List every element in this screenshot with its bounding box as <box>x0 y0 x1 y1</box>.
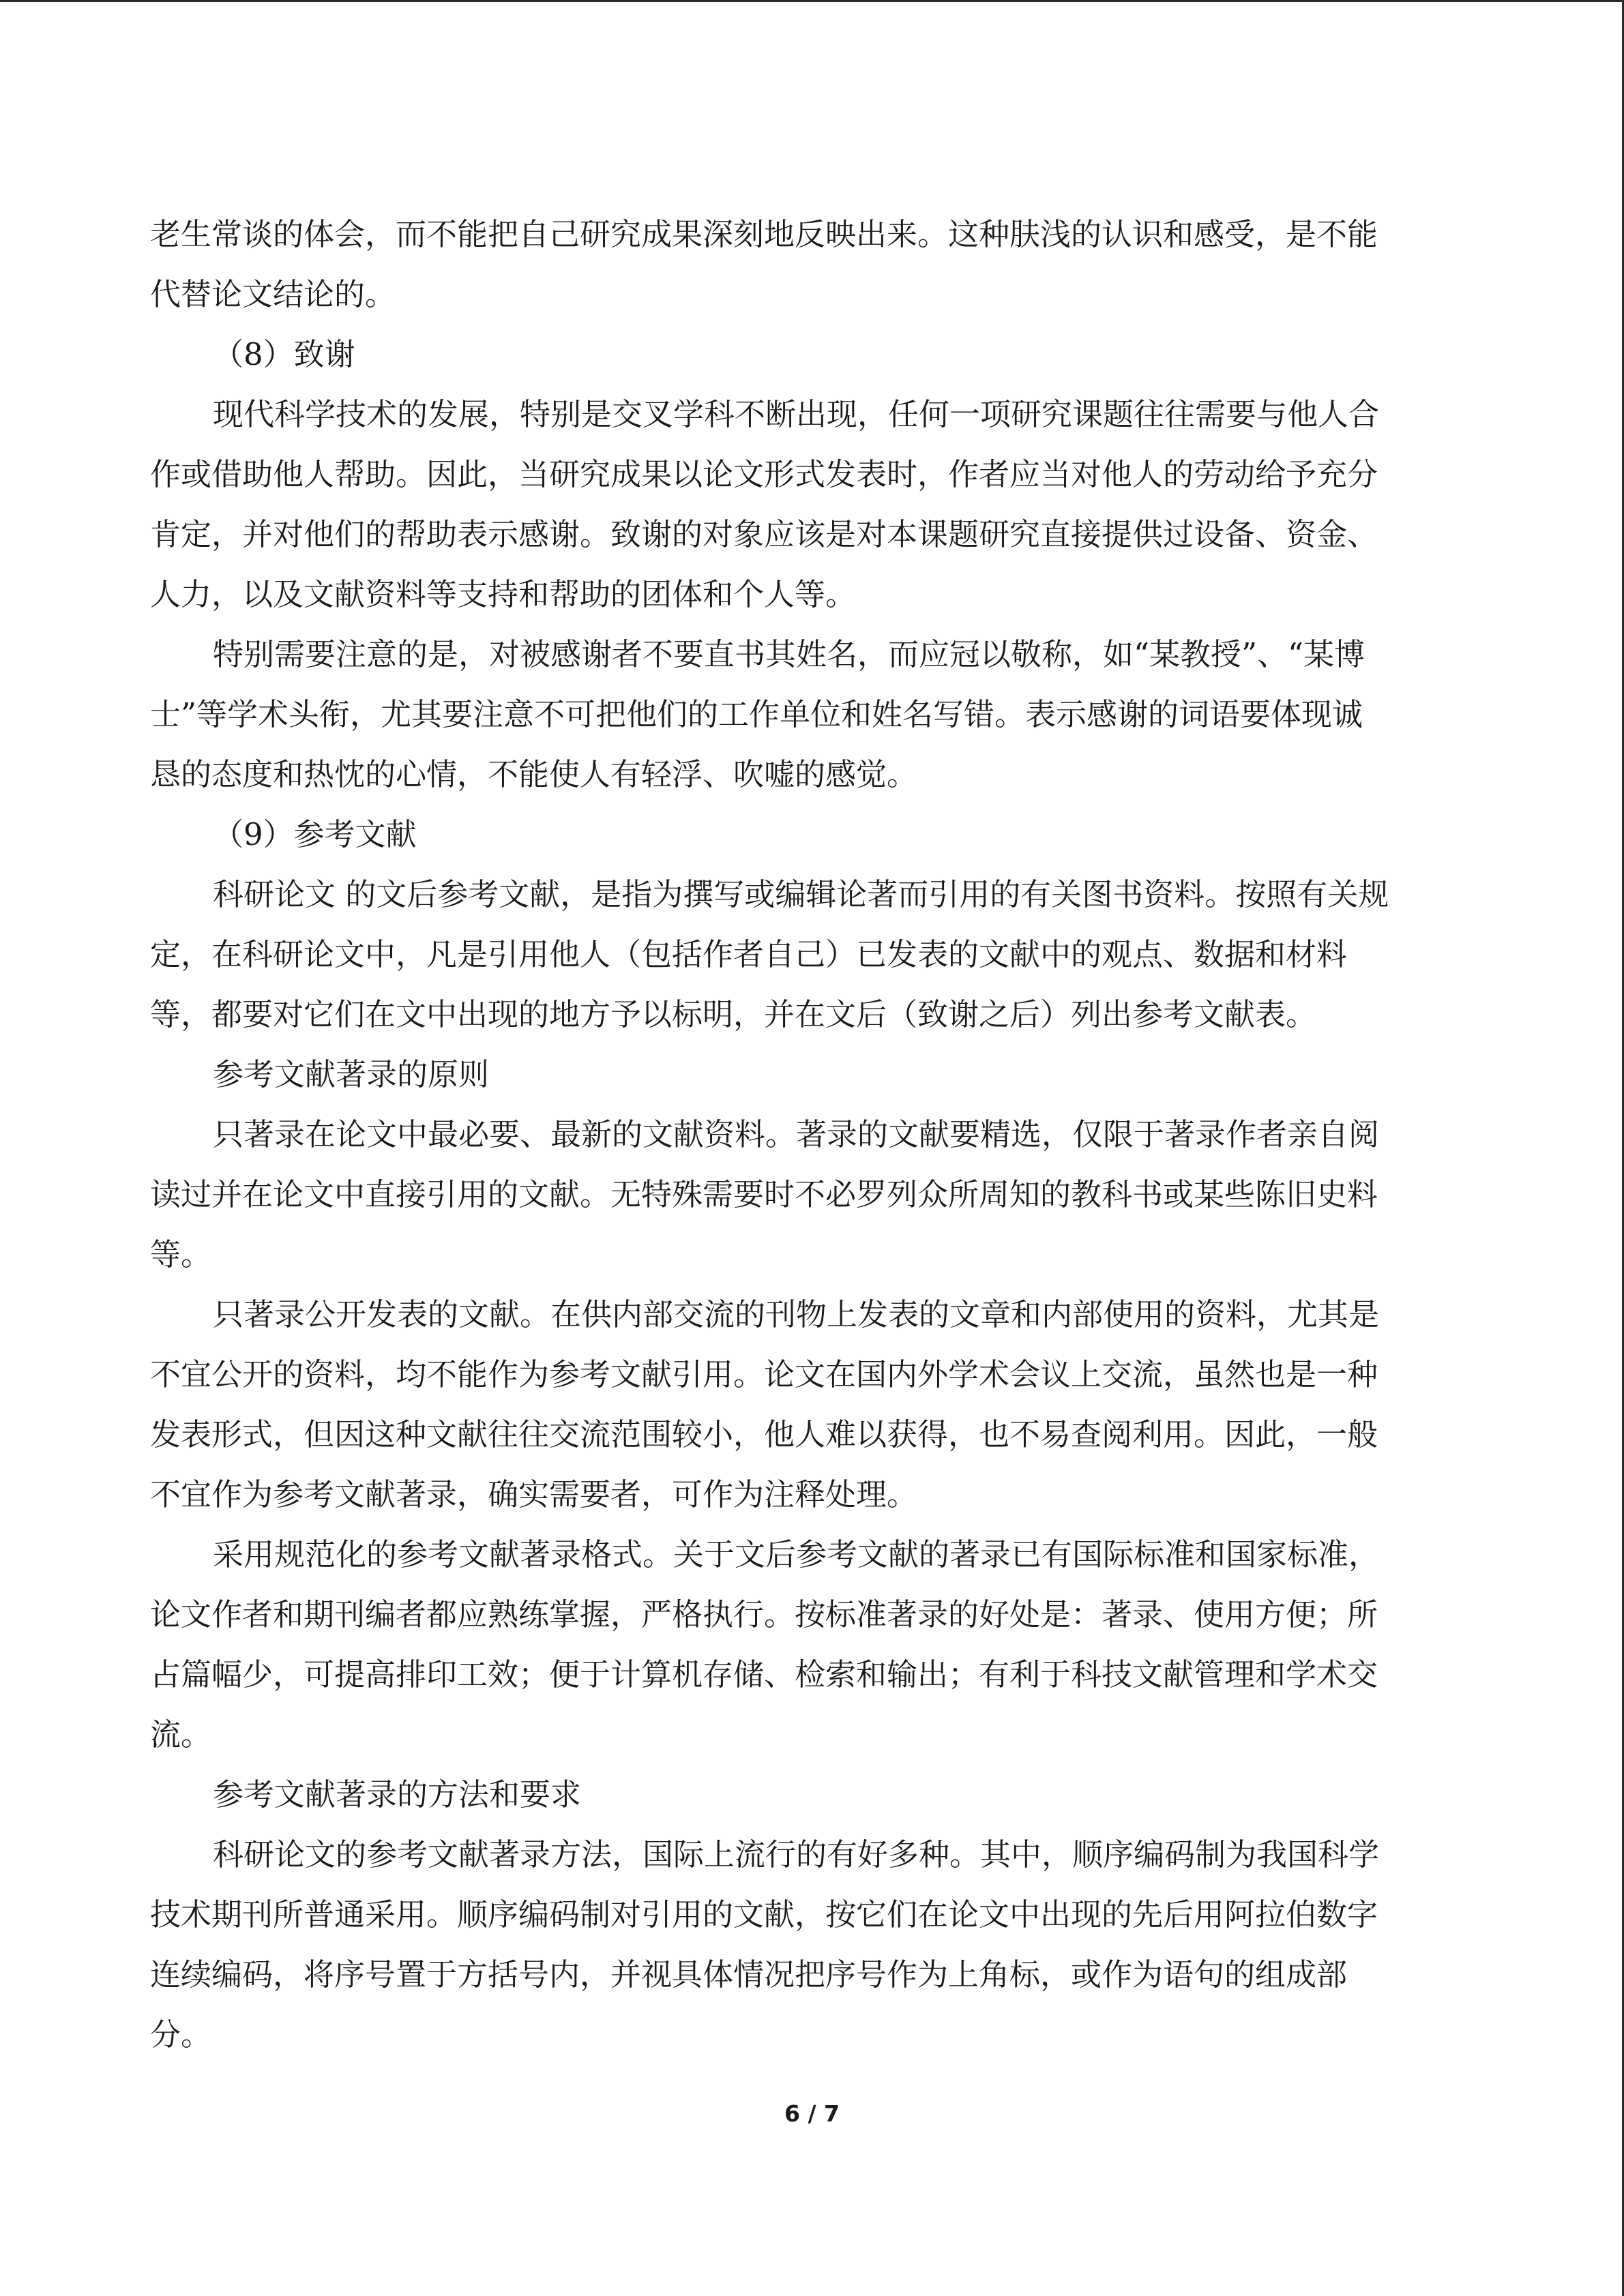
text-line: 科研论文的参考文献著录方法，国际上流行的有好多种。其中，顺序编码制为我国科学 <box>213 1836 1380 1873</box>
text-line: （9）参考文献 <box>213 816 417 852</box>
text-line: 代替论文结论的。 <box>150 276 396 312</box>
text-line: 读过并在论文中直接引用的文献。无特殊需要时不必罗列众所周知的教科书或某些陈旧史料 <box>150 1176 1378 1212</box>
text-line: 不宜作为参考文献著录，确实需要者，可作为注释处理。 <box>150 1476 918 1512</box>
text-line: 只著录在论文中最必要、最新的文献资料。著录的文献要精选，仅限于著录作者亲自阅 <box>213 1116 1380 1152</box>
text-line: 不宜公开的资料，均不能作为参考文献引用。论文在国内外学术会议上交流，虽然也是一种 <box>150 1356 1378 1392</box>
text-line: 论文作者和期刊编者都应熟练掌握，严格执行。按标准著录的好处是：著录、使用方便；所 <box>150 1596 1378 1632</box>
text-line: 参考文献著录的原则 <box>213 1056 490 1092</box>
text-line: 等。 <box>150 1236 212 1272</box>
text-line: 采用规范化的参考文献著录格式。关于文后参考文献的著录已有国际标准和国家标准， <box>213 1536 1380 1572</box>
text-line: 流。 <box>150 1716 212 1753</box>
text-line: 人力，以及文献资料等支持和帮助的团体和个人等。 <box>150 576 857 612</box>
text-line: 特别需要注意的是，对被感谢者不要直书其姓名，而应冠以敬称，如“某教授”、“某博 <box>213 636 1365 672</box>
document-body <box>150 205 1487 2065</box>
text-line: 肯定，并对他们的帮助表示感谢。致谢的对象应该是对本课题研究直接提供过设备、资金、 <box>150 516 1378 552</box>
text-line: 等，都要对它们在文中出现的地方予以标明，并在文后（致谢之后）列出参考文献表。 <box>150 996 1317 1032</box>
text-line: 分。 <box>150 2016 212 2053</box>
text-line: 占篇幅少，可提高排印工效；便于计算机存储、检索和输出；有利于科技文献管理和学术交 <box>150 1656 1378 1693</box>
text-line: 恳的态度和热忱的心情，不能使人有轻浮、吹嘘的感觉。 <box>150 756 918 792</box>
text-line: 定，在科研论文中，凡是引用他人（包括作者自己）已发表的文献中的观点、数据和材料 <box>150 936 1348 972</box>
text-line: 参考文献著录的方法和要求 <box>213 1776 582 1813</box>
text-line: 只著录公开发表的文献。在供内部交流的刊物上发表的文章和内部使用的资料，尤其是 <box>213 1296 1380 1332</box>
page-number: 6 / 7 <box>784 2100 840 2127</box>
text-line: 现代科学技术的发展，特别是交叉学科不断出现，任何一项研究课题往往需要与他人合 <box>213 396 1380 432</box>
text-line: 科研论文 的文后参考文献，是指为撰写或编辑论著而引用的有关图书资料。按照有关规 <box>213 876 1389 912</box>
text-line: 连续编码，将序号置于方括号内，并视具体情况把序号作为上角标，或作为语句的组成部 <box>150 1956 1348 1993</box>
text-line: 老生常谈的体会，而不能把自己研究成果深刻地反映出来。这种肤浅的认识和感受，是不能 <box>150 216 1378 252</box>
page-border-top <box>0 0 1624 2</box>
text-line: 发表形式，但因这种文献往往交流范围较小，他人难以获得，也不易查阅利用。因此，一般 <box>150 1416 1378 1452</box>
text-line: （8）致谢 <box>213 336 355 372</box>
text-line: 技术期刊所普通采用。顺序编码制对引用的文献，按它们在论文中出现的先后用阿拉伯数字 <box>150 1896 1378 1933</box>
text-line: 士”等学术头衔，尤其要注意不可把他们的工作单位和姓名写错。表示感谢的词语要体现诚 <box>150 696 1363 732</box>
text-line: 作或借助他人帮助。因此，当研究成果以论文形式发表时，作者应当对他人的劳动给予充分 <box>150 456 1378 492</box>
